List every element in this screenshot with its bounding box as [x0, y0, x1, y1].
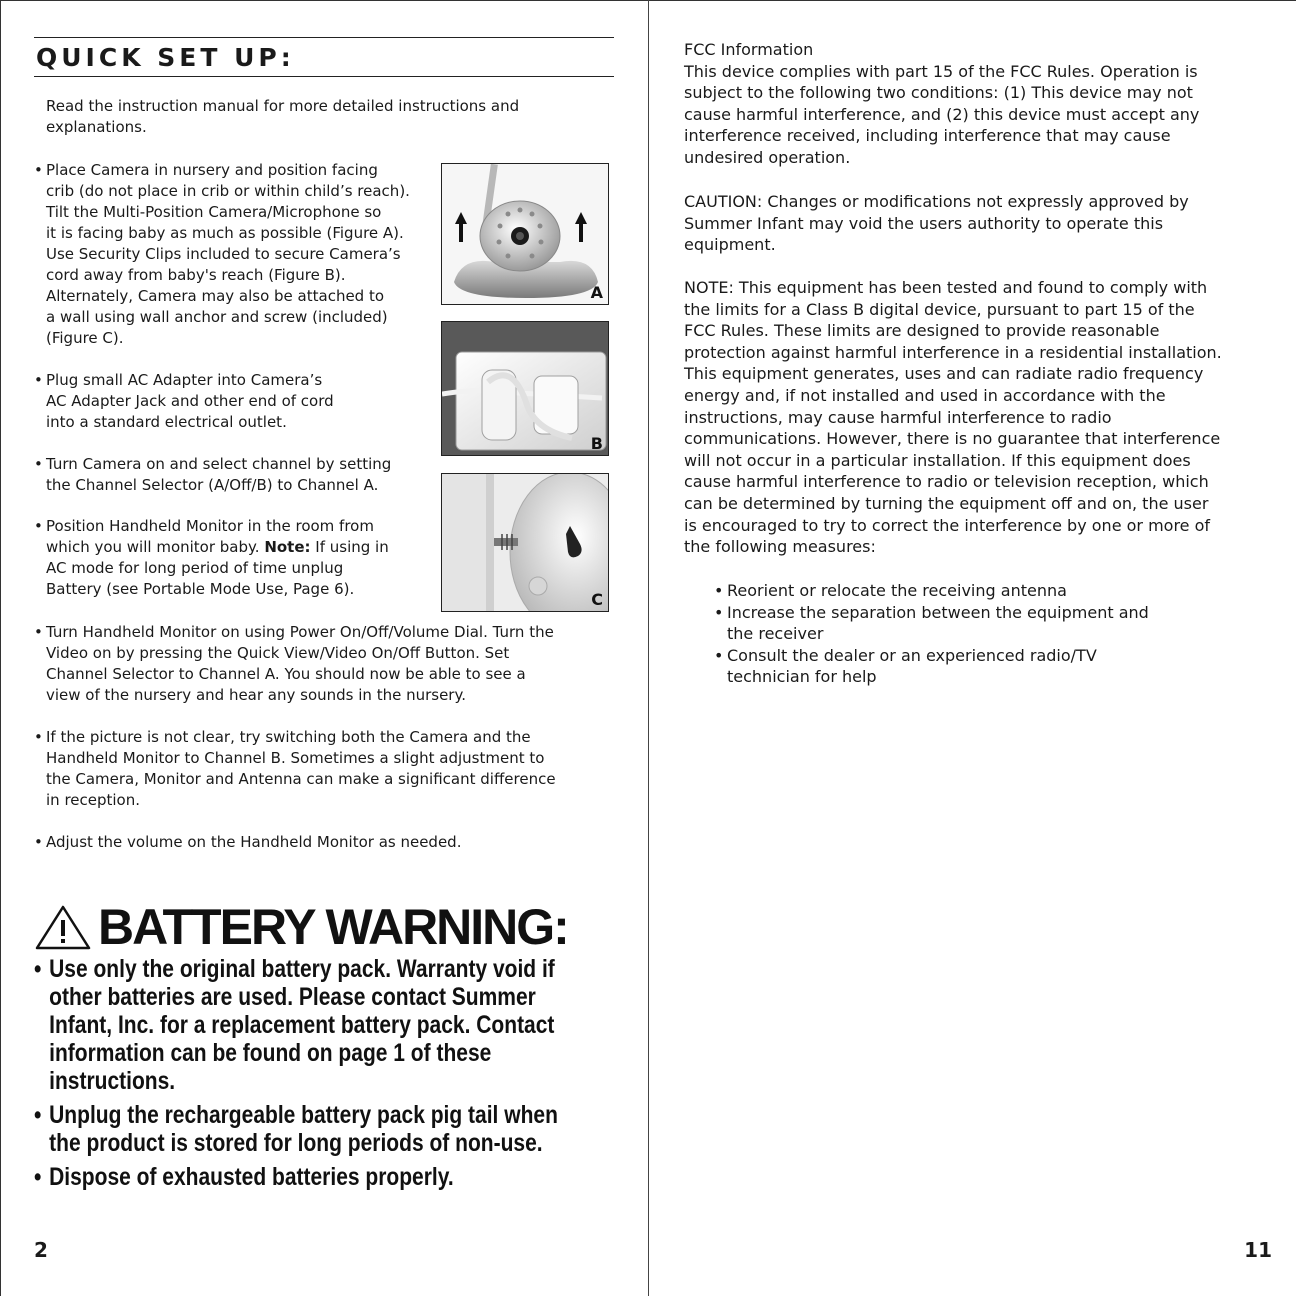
setup-step-camera-placement: • Place Camera in nursery and position facing crib (do not place in crib or within child’s reach). Tilt the Multi-Position Camera/Microphone so it is facing baby as much as possible (Figure A). Use Security Clips included to secure Camera’s cord away from baby's reach (Figure B). Alternately, Camera may also be attached to a wall using wall anchor and screw (included) (Figure C). [34, 160, 410, 349]
measure-item: • Reorient or relocate the receiving antenna [714, 580, 1149, 602]
fcc-information-section: FCC Information This device complies with part 15 of the FCC Rules. Operation is subject to the following two conditions: (1) This device may not cause harmful interference, and (2) this device must accept any interference received, including interference that may cause undesired operation. [684, 40, 1200, 167]
battery-warning-list [34, 955, 634, 1191]
title-rule-bottom [34, 76, 614, 77]
setup-step-picture-unclear: • If the picture is not clear, try switching both the Camera and the Handheld Monitor to Channel B. Sometimes a slight adjustment to the Camera, Monitor and Antenna can make a significant difference in reception. [34, 727, 556, 811]
setup-step-channel-select: • Turn Camera on and select channel by setting the Channel Selector (A/Off/B) to Channel A. [34, 454, 391, 496]
battery-warning-item: • Use only the original battery pack. Warranty void if other batteries are used. Please contact Summer Infant, Inc. for a replacement battery pack. Contact information can be found on page 1 of these instructions. [34, 955, 649, 1095]
battery-warning-item: • Dispose of exhausted batteries properly. [34, 1163, 649, 1191]
setup-step-ac-adapter: • Plug small AC Adapter into Camera’s AC Adapter Jack and other end of cord into a standard electrical outlet. [34, 370, 334, 433]
warning-triangle-icon [34, 903, 92, 951]
battery-warning-title: BATTERY WARNING: [98, 899, 568, 955]
wall-mount-illustration [442, 474, 609, 612]
camera-tilt-illustration [442, 164, 609, 305]
figure-c-wall-mount [441, 473, 609, 612]
page-number-left: 2 [34, 1238, 48, 1262]
fcc-heading: FCC Information [684, 40, 814, 59]
caution-paragraph: CAUTION: Changes or modifications not expressly approved by Summer Infant may void the users authority to operate this equipment. [684, 192, 1189, 255]
figure-c-label: C [591, 590, 603, 609]
battery-warning-item: • Unplug the rechargeable battery pack pig tail when the product is stored for long periods of non-use. [34, 1101, 649, 1157]
setup-step-monitor-position: • Position Handheld Monitor in the room from which you will monitor baby. Note: If using in AC mode for long period of time unplug Battery (see Portable Mode Use, Page 6). [34, 516, 389, 600]
setup-step-volume: • Adjust the volume on the Handheld Monitor as needed. [34, 832, 461, 853]
setup-step-monitor-on: • Turn Handheld Monitor on using Power On/Off/Volume Dial. Turn the Video on by pressing the Quick View/Video On/Off Button. Set Channel Selector to Channel A. You should now be able to see a view of the nursery and hear any sounds in the nursery. [34, 622, 554, 706]
measure-item: • Increase the separation between the equipment and the receiver [714, 602, 1149, 645]
battery-warning-heading [34, 898, 568, 956]
page-left-edge [0, 0, 1, 1296]
note-paragraph: NOTE: This equipment has been tested and found to comply with the limits for a Class B digital device, pursuant to part 15 of the FCC Rules. These limits are designed to provide reasonable protection against harmful interference in a residential installation. This equipment generates, uses and can radiate radio frequency energy and, if not installed and used in accordance with the instructions, may cause harmful interference to radio communications. However, there is no guarantee that interference will not occur in a particular installation. If this equipment does cause harmful interference to radio or television reception, which can be determined by turning the equipment off and on, the user is encouraged to try to correct the interference by one or more of the following measures: [684, 278, 1222, 557]
outlet-clip-illustration [442, 322, 609, 456]
figure-a-label: A [590, 283, 603, 302]
page-number-right: 11 [1244, 1238, 1272, 1262]
figure-b-label: B [590, 434, 603, 453]
figure-a-camera-tilt [441, 163, 609, 305]
interference-measures-list [714, 580, 1149, 688]
intro-paragraph: Read the instruction manual for more detailed instructions and explanations. [46, 97, 520, 136]
title-rule-top [34, 37, 614, 38]
page-title: QUICK SET UP: [36, 43, 295, 72]
note-label: Note: [264, 538, 311, 556]
figure-b-security-clips [441, 321, 609, 456]
measure-item: • Consult the dealer or an experienced radio/TV technician for help [714, 645, 1149, 688]
